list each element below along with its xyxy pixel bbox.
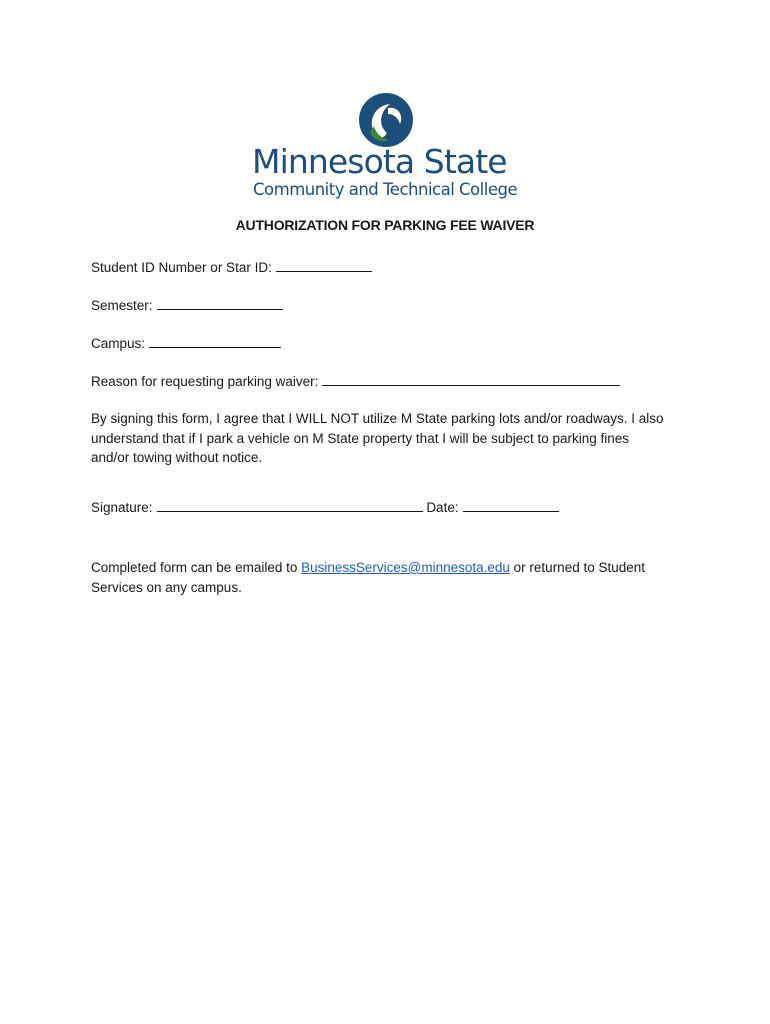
agreement-paragraph: By signing this form, I agree that I WILL NOT utilize M State parking lots and/or roadways. I also understand that if I park a vehicle on M State property that I will be subject to parking fines and/or towing without notice. [91,411,664,465]
semester-row [91,295,283,316]
submission-instructions [91,558,671,597]
footer-prefix: Completed form can be emailed to [91,560,302,575]
campus-label: Campus: [91,336,146,351]
signature-label: Signature: [91,500,153,515]
semester-label: Semester: [91,298,153,313]
logo-subtitle: Community and Technical College [253,180,518,199]
business-services-email-link[interactable]: BusinessServices@minnesota.edu [301,560,510,575]
college-logo [250,92,522,204]
semester-blank[interactable] [157,295,283,310]
logo-wordmark: Minnesota State [252,142,507,181]
signature-blank[interactable] [157,497,423,512]
campus-row [91,333,281,354]
reason-row [91,371,620,392]
campus-blank[interactable] [149,333,281,348]
form-title: AUTHORIZATION FOR PARKING FEE WAIVER [235,217,535,233]
reason-blank[interactable] [322,371,620,386]
date-blank[interactable] [463,497,559,512]
student-id-label: Student ID Number or Star ID: [91,260,272,275]
footer-suffix: or returned to Student Services on any campus. [91,560,646,595]
wave-emblem-icon [358,92,414,148]
signature-row [91,497,559,518]
student-id-row [91,257,372,278]
reason-label: Reason for requesting parking waiver: [91,374,319,389]
date-label: Date: [426,500,459,515]
student-id-blank[interactable] [276,257,372,272]
